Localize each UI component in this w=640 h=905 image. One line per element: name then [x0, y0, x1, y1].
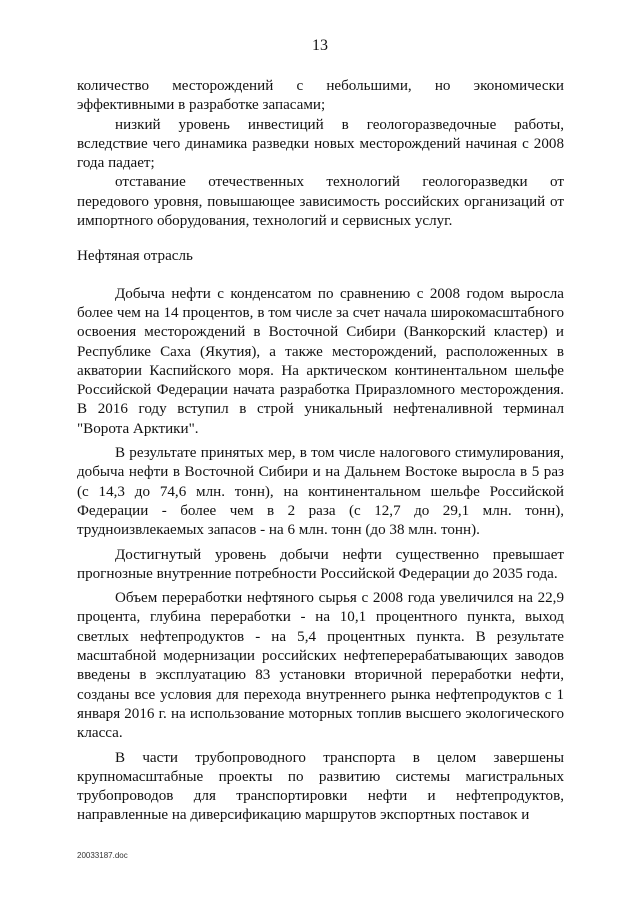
paragraph-technology-gap: отставание отечественных технологий геологоразведки от передового уровня, повышающее зависимость российских организаций от импортного оборудования, технологий и сервисных услуг. [77, 174, 564, 230]
paragraph-continuation: количество месторождений с небольшими, но экономически эффективными в разработке запасами; [77, 78, 564, 114]
paragraph-oil-production: Добыча нефти с конденсатом по сравнению с 2008 годом выросла более чем на 14 процентов, в том числе за счет начала широкомасштабного освоения месторождений в Восточной Сибири (Ванкорский кластер) и Республике Саха (Якутия), а также месторождений, расположенных в акватории Каспийского моря. На арктическом континентальном шельфе Российской Федерации начата разработка Приразломного месторождения. В 2016 году вступил в строй уникальный нефтеналивной терминал "Ворота Арктики". [77, 285, 564, 437]
paragraph-refining: Объем переработки нефтяного сырья с 2008 года увеличился на 22,9 процента, глубина переработки - на 10,1 процентного пункта, выход светлых нефтепродуктов - на 5,4 процентных пункта. В результате масштабной модернизации российских нефтеперерабатывающих заводов введены в эксплуатацию 83 установки вторичной переработки нефти, созданы все условия для перехода внутреннего рынка нефтепродуктов с 1 января 2016 г. на использование моторных топлив высшего экологического класса. [77, 590, 564, 742]
section-spacer [77, 267, 564, 285]
section-spacer [77, 231, 564, 247]
page-number: 13 [312, 37, 328, 54]
paragraph-investment: низкий уровень инвестиций в геологоразведочные работы, вследствие чего динамика разведки новых месторождений начиная с 2008 года падает; [77, 116, 564, 172]
paragraph-tax-stimulus: В результате принятых мер, в том числе налогового стимулирования, добыча нефти в Восточной Сибири и на Дальнем Востоке выросла в 5 раз (с 14,3 до 74,6 млн. тонн), на континентальном шельфе Российской Федерации - более чем в 2 раза (с 12,7 до 29,1 млн. тонн), трудноизвлекаемых запасов - на 6 млн. тонн (до 38 млн. тонн). [77, 445, 564, 539]
paragraph-pipeline-transport: В части трубопроводного транспорта в целом завершены крупномасштабные проекты по развитию системы магистральных трубопроводов для транспортировки нефти и нефтепродуктов, направленные на диверсификацию маршрутов экспортных поставок и [77, 749, 564, 824]
document-body [77, 77, 564, 826]
paragraph-production-level: Достигнутый уровень добычи нефти существенно превышает прогнозные внутренние потребности Российской Федерации до 2035 года. [77, 546, 564, 582]
section-title: Нефтяная отрасль [77, 248, 193, 265]
file-name-footer: 20033187.doc [77, 851, 128, 860]
